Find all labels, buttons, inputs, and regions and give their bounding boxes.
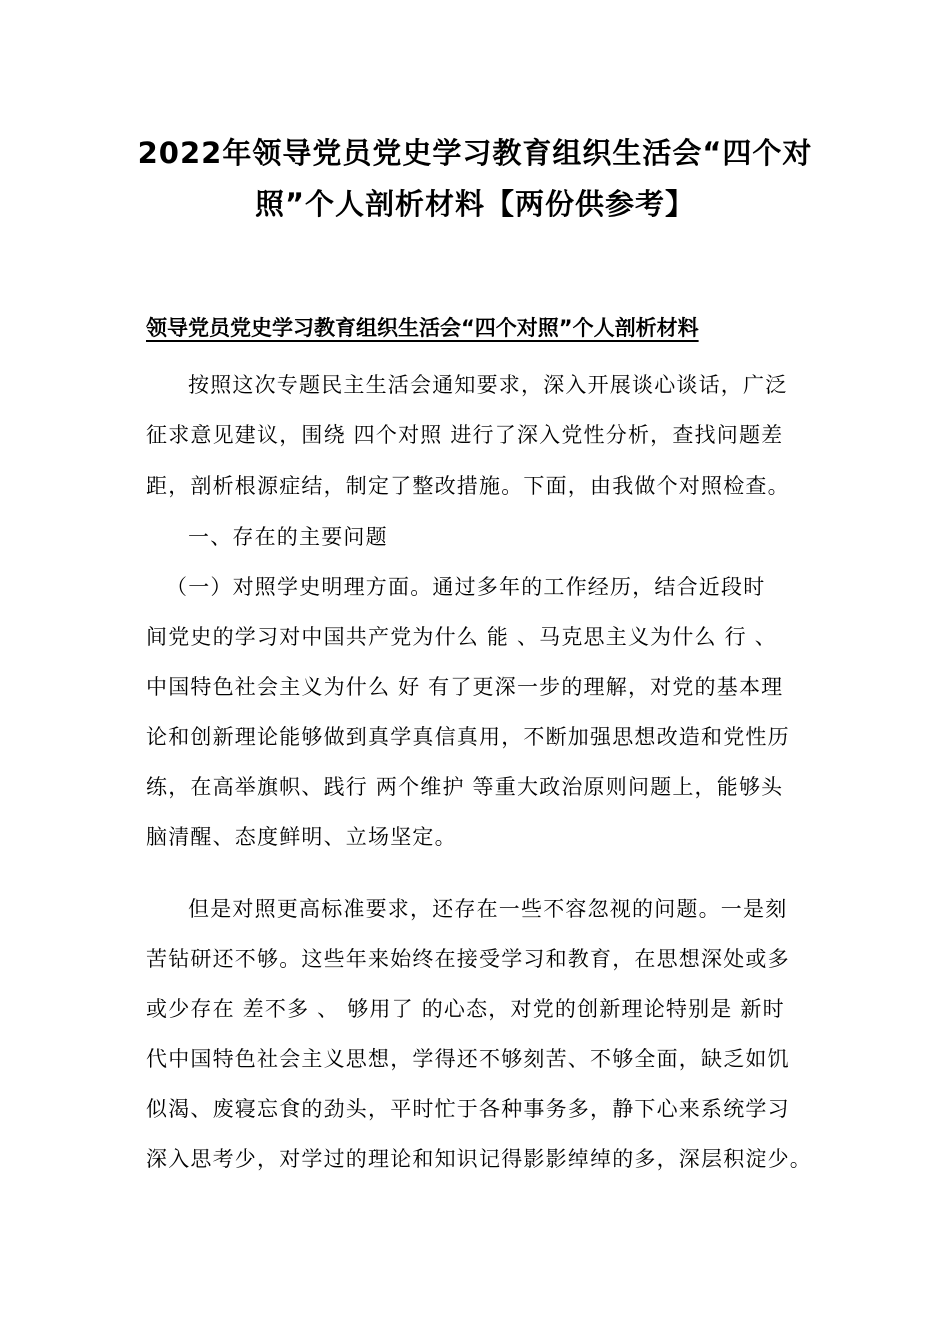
paragraph-3-line-6: 深入思考少，对学过的理论和知识记得影影绰绰的多，深层积淀少。 <box>146 1147 812 1171</box>
paragraph-3-line-1: 但是对照更高标准要求，还存在一些不容忽视的问题。一是刻 <box>188 897 788 921</box>
paragraph-2-line-4: 论和创新理论能够做到真学真信真用，不断加强思想改造和党性历 <box>146 725 790 749</box>
paragraph-3-line-3: 或少存在 差不多 、 够用了 的心态，对党的创新理论特别是 新时 <box>146 997 785 1021</box>
section-heading: 一、存在的主要问题 <box>188 525 388 549</box>
paragraph-2-line-2: 间党史的学习对中国共产党为什么 能 、马克思主义为什么 行 、 <box>146 625 777 649</box>
section-subtitle: 领导党员党史学习教育组织生活会“四个对照”个人剖析材料 <box>146 316 699 340</box>
paragraph-3-line-2: 苦钻研还不够。这些年来始终在接受学习和教育，在思想深处或多 <box>146 947 790 971</box>
paragraph-2-line-3: 中国特色社会主义为什么 好 有了更深一步的理解，对党的基本理 <box>146 675 784 699</box>
paragraph-2-line-5: 练，在高举旗帜、践行 两个维护 等重大政治原则问题上，能够头 <box>146 775 784 799</box>
paragraph-1-line-1: 按照这次专题民主生活会通知要求，深入开展谈心谈话，广泛 <box>188 373 788 397</box>
document-title-line-1: 2022年领导党员党史学习教育组织生活会“四个对 <box>137 136 813 170</box>
paragraph-2-line-1: （一）对照学史明理方面。通过多年的工作经历，结合近段时 <box>166 575 766 599</box>
paragraph-1-line-2: 征求意见建议，围绕 四个对照 进行了深入党性分析，查找问题差 <box>146 423 784 447</box>
document-title-line-2: 照”个人剖析材料【两份供参考】 <box>254 187 696 221</box>
paragraph-2-line-6: 脑清醒、态度鲜明、立场坚定。 <box>146 825 457 849</box>
paragraph-1-line-3: 距，剖析根源症结，制定了整改措施。下面，由我做个对照检查。 <box>146 474 790 498</box>
paragraph-3-line-5: 似渴、废寝忘食的劲头，平时忙于各种事务多，静下心来系统学习 <box>146 1097 790 1121</box>
paragraph-3-line-4: 代中国特色社会主义思想，学得还不够刻苦、不够全面，缺乏如饥 <box>146 1047 790 1071</box>
